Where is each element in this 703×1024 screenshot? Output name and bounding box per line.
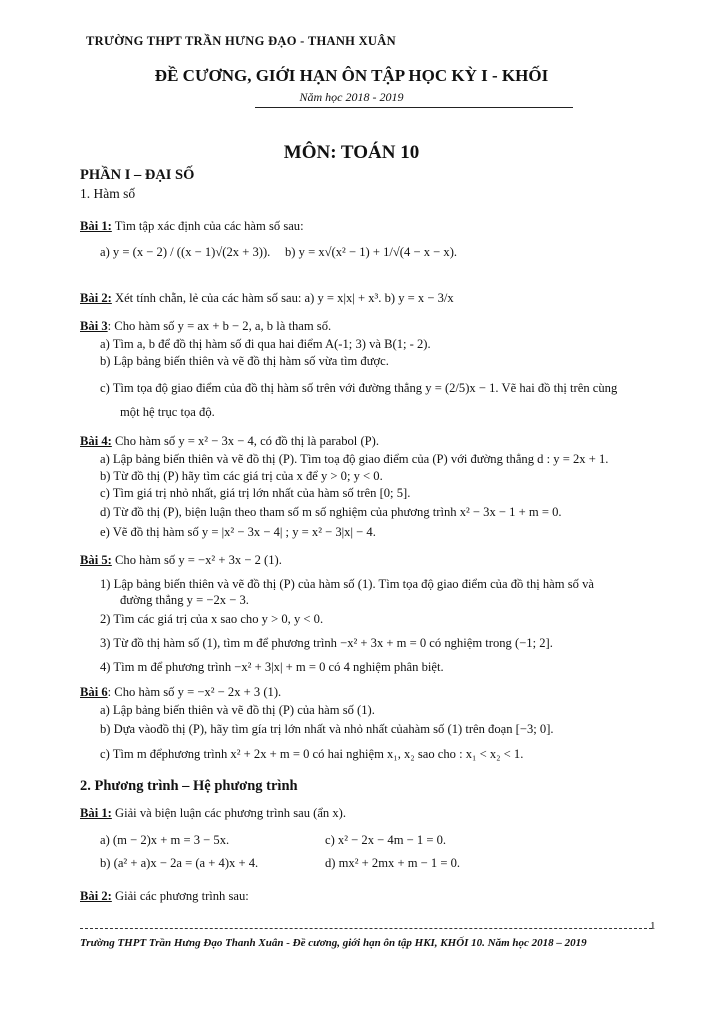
exercise-1-b: b) y = x√(x² − 1) + 1/√(4 − x − x). <box>285 245 458 259</box>
exercise-text: Xét tính chẵn, lẻ của các hàm số sau: a) y = x|x| + x³. b) y = x − 3/x <box>115 291 454 305</box>
exercise-4-d: d) Từ đồ thị (P), biện luận theo tham số m số nghiệm của phương trình x² − 3x − 1 + m = 0. <box>100 505 562 519</box>
exercise-1 <box>80 218 304 234</box>
exercise-text: Giải và biện luận các phương trình sau (ẩn x). <box>115 806 347 820</box>
exercise-label: Bài 6 <box>80 685 108 699</box>
exercise-label: Bài 1: <box>80 219 112 233</box>
exercise-text: Tìm tập xác định của các hàm số sau: <box>114 219 304 233</box>
exercise-label: Bài 4: <box>80 434 112 448</box>
title-underline <box>255 107 573 108</box>
document-title: ĐỀ CƯƠNG, GIỚI HẠN ÔN TẬP HỌC KỲ I - KHỐI <box>154 66 549 85</box>
exercise-1-a: a) y = (x − 2) / ((x − 1)√(2x + 3)). <box>100 245 271 259</box>
exercise-2-2 <box>80 888 249 904</box>
exercise-5-2: 2) Tìm các giá trị của x sao cho y > 0, y < 0. <box>100 612 324 626</box>
exercise-text: Cho hàm số y = x² − 3x − 4, có đồ thị là parabol (P). <box>115 434 379 448</box>
exercise-label: Bài 2: <box>80 291 112 305</box>
exercise-3 <box>80 318 331 334</box>
exercise-3-c: c) Tìm tọa độ giao điểm của đồ thị hàm số trên với đường thẳng y = (2/5)x − 1. Vẽ hai đồ thị trên cùng <box>100 381 618 395</box>
section-title: 1. Hàm số <box>80 186 136 201</box>
exercise-5-3: 3) Từ đồ thị hàm số (1), tìm m để phương trình −x² + 3x + m = 0 có nghiệm trong (−1; 2]. <box>100 636 553 650</box>
exercise-6-c: c) Tìm m đểphương trình x² + 2x + m = 0 có hai nghiệm x₁, x₂ sao cho : x₁ < x₂ < 1. <box>100 747 524 761</box>
exercise-5 <box>80 552 282 568</box>
exercise-6-a: a) Lập bảng biến thiên và vẽ đồ thị (P) của hàm số (1). <box>100 703 375 717</box>
exercise-4-a: a) Lập bảng biến thiên và vẽ đồ thị (P). Tìm toạ độ giao điểm của (P) với đường thẳng d : y = 2x + 1. <box>100 452 609 466</box>
page-number: 1 <box>650 920 656 932</box>
exercise-2-1 <box>80 805 346 821</box>
section-title: 2. Phương trình – Hệ phương trình <box>80 778 298 794</box>
school-year: Năm học 2018 - 2019 <box>299 90 404 104</box>
exercise-4-b: b) Từ đồ thị (P) hãy tìm các giá trị của x để y > 0; y < 0. <box>100 469 383 483</box>
exercise-4-c: c) Tìm giá trị nhỏ nhất, giá trị lớn nhất của hàm số trên [0; 5]. <box>100 486 411 500</box>
exercise-5-4: 4) Tìm m để phương trình −x² + 3|x| + m = 0 có 4 nghiệm phân biệt. <box>100 660 444 674</box>
equation-c: c) x² − 2x − 4m − 1 = 0. <box>325 833 447 847</box>
exercise-label: Bài 1: <box>80 806 112 820</box>
footer-text: Trường THPT Trần Hưng Đạo Thanh Xuân - Đề cương, giới hạn ôn tập HKI, KHỐI 10. Năm học 2018 – 2019 <box>80 937 587 949</box>
exercise-6 <box>80 684 281 700</box>
exercise-5-1: 1) Lập bảng biến thiên và vẽ đồ thị (P) của hàm số (1). Tìm tọa độ giao điểm của đồ thị hàm số và <box>100 577 594 591</box>
exercise-6-b: b) Dựa vàođồ thị (P), hãy tìm gía trị lớn nhất và nhỏ nhất củahàm số (1) trên đoạn [−3; 0]. <box>100 722 554 736</box>
exercise-2 <box>80 290 454 306</box>
exercise-label: Bài 2: <box>80 889 112 903</box>
exercise-3-c-cont: một hệ trục tọa độ. <box>120 405 215 419</box>
exercise-label: Bài 3 <box>80 319 108 333</box>
exercise-text: : Cho hàm số y = ax + b − 2, a, b là tham số. <box>107 319 332 333</box>
exercise-3-b: b) Lập bảng biến thiên và vẽ đồ thị hàm số vừa tìm được. <box>100 354 389 368</box>
exercise-3-a: a) Tìm a, b để đồ thị hàm số đi qua hai điểm A(-1; 3) và B(1; - 2). <box>100 337 431 351</box>
exercise-text: Cho hàm số y = −x² + 3x − 2 (1). <box>115 553 282 567</box>
exercise-5-1-cont: đường thẳng y = −2x − 3. <box>120 593 249 607</box>
footer-divider <box>80 928 652 929</box>
exercise-text: : Cho hàm số y = −x² − 2x + 3 (1). <box>107 685 282 699</box>
school-name: TRƯỜNG THPT TRẦN HƯNG ĐẠO - THANH XUÂN <box>86 34 396 48</box>
exercise-4-e: e) Vẽ đồ thị hàm số y = |x² − 3x − 4| ; y = x² − 3|x| − 4. <box>100 525 376 539</box>
equation-d: d) mx² + 2mx + m − 1 = 0. <box>325 856 461 870</box>
exercise-label: Bài 5: <box>80 553 112 567</box>
subject-title: MÔN: TOÁN 10 <box>283 142 420 163</box>
exercise-text: Giải các phương trình sau: <box>115 889 249 903</box>
equation-a: a) (m − 2)x + m = 3 − 5x. <box>100 833 230 847</box>
equation-b: b) (a² + a)x − 2a = (a + 4)x + 4. <box>100 856 259 870</box>
part-title: PHẦN I – ĐẠI SỐ <box>80 167 195 183</box>
exercise-4 <box>80 433 379 449</box>
